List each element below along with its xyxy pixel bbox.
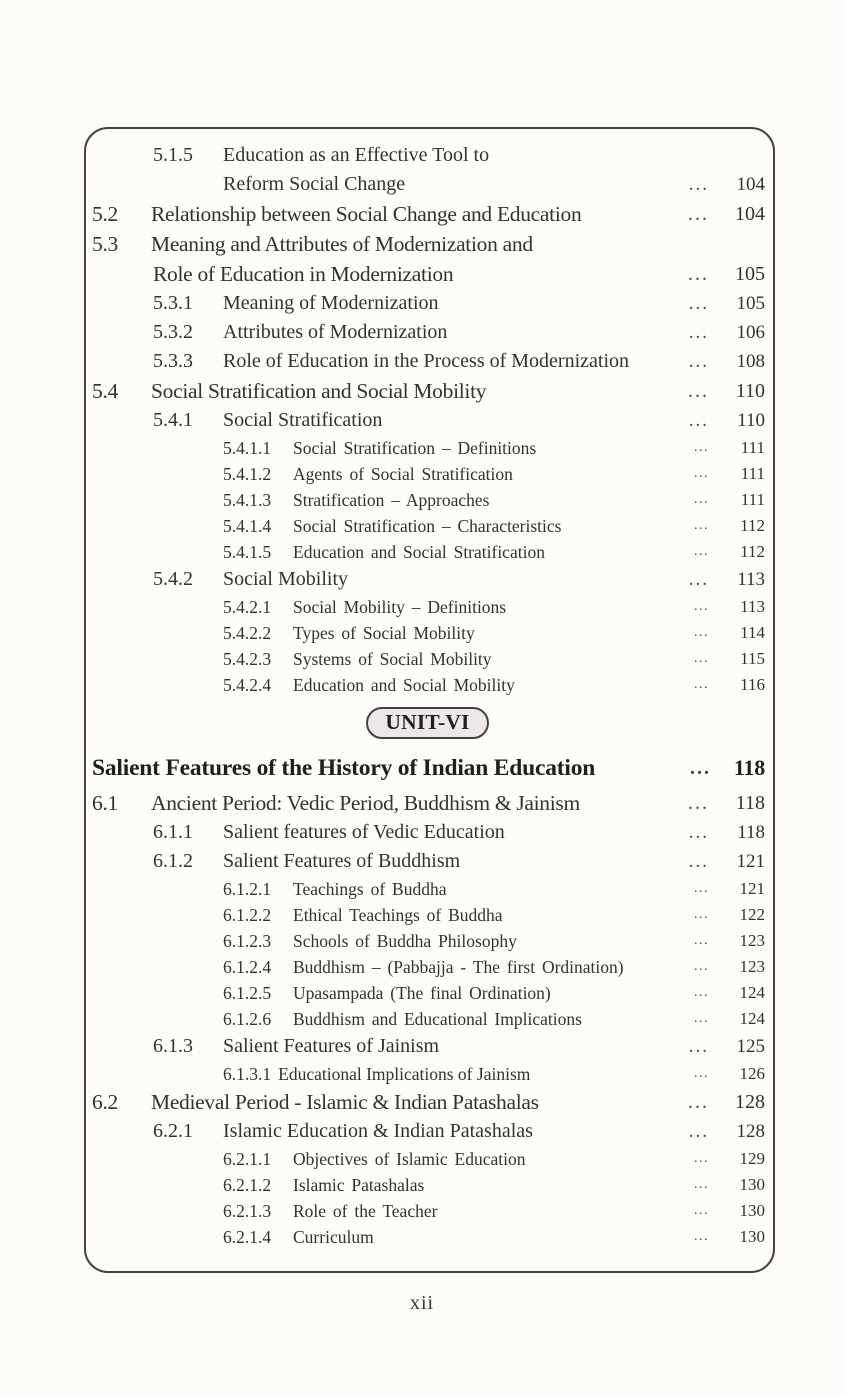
leader-dots: ... [688, 409, 709, 431]
leader-dots: ... [694, 1177, 709, 1192]
leader-dots: ... [688, 379, 709, 402]
entry-title: Upasampada (The final Ordination) [293, 982, 551, 1003]
toc-row [90, 876, 765, 902]
entry-title: Education as an Effective Tool to [223, 144, 490, 166]
leader-dots: ... [694, 933, 709, 948]
toc-row [90, 259, 765, 289]
entry-title: Salient Features of Jainism [223, 1035, 440, 1057]
page-number: 118 [737, 821, 765, 843]
entry-number: 5.4.2 [153, 568, 193, 590]
entry-title: Stratification – Approaches [293, 489, 490, 510]
toc-row [90, 318, 765, 347]
entry-number: 6.1 [92, 790, 118, 815]
leader-dots: ... [694, 1066, 709, 1081]
toc-row [90, 1146, 765, 1172]
page-number: 111 [740, 464, 765, 483]
toc-row [90, 902, 765, 928]
entry-number: 6.1.2 [153, 850, 193, 872]
entry-title: Teachings of Buddha [293, 878, 447, 899]
entry-title: Role of Education in Modernization [153, 261, 454, 286]
entry-title: Medieval Period - Islamic & Indian Patashalas [151, 1089, 539, 1114]
leader-dots: ... [688, 262, 709, 285]
page-number: 118 [733, 755, 765, 780]
entry-title: Objectives of Islamic Education [293, 1148, 526, 1169]
entry-number: 5.4.1.5 [223, 541, 272, 562]
page-number: 130 [739, 1227, 765, 1246]
page-number: 118 [735, 791, 765, 814]
leader-dots: ... [694, 518, 709, 533]
page-number: 129 [739, 1149, 765, 1168]
page-number: 121 [739, 879, 765, 898]
entry-number: 6.2.1.2 [223, 1174, 272, 1195]
page-number: 123 [739, 931, 765, 950]
entry-title: Social Stratification – Characteristics [293, 515, 562, 536]
entry-number: 5.1.5 [153, 144, 193, 166]
entry-title: Ethical Teachings of Buddha [293, 904, 503, 925]
page-number: 128 [736, 1120, 765, 1142]
entry-title: Meaning of Modernization [223, 292, 439, 314]
entry-number: 6.1.1 [153, 821, 193, 843]
entry-number: 5.4.1.3 [223, 489, 272, 510]
entry-title: Education and Social Stratification [293, 541, 545, 562]
leader-dots: ... [694, 599, 709, 614]
page-number: 115 [740, 649, 765, 668]
page-number: 130 [739, 1201, 765, 1220]
entry-number: 6.1.2.4 [223, 956, 272, 977]
leader-dots: ... [694, 544, 709, 559]
entry-number: 5.4.1.4 [223, 515, 272, 536]
toc-row [90, 1087, 765, 1117]
entry-number: 6.1.2.2 [223, 904, 272, 925]
toc-row [90, 672, 765, 698]
entry-title: Ancient Period: Vedic Period, Buddhism & Jainism [151, 790, 580, 815]
page-number: 112 [740, 542, 765, 561]
toc-row [90, 1006, 765, 1032]
entry-title: Types of Social Mobility [293, 622, 475, 643]
leader-dots: ... [688, 1035, 709, 1057]
page-number: 123 [739, 957, 765, 976]
toc-row [90, 928, 765, 954]
toc-row [90, 980, 765, 1006]
entry-number: 6.2 [92, 1089, 118, 1114]
page-number: 112 [740, 516, 765, 535]
page-number: 110 [735, 379, 765, 402]
toc-row [90, 847, 765, 876]
toc-row [90, 289, 765, 318]
page-number: 128 [735, 1090, 765, 1113]
page-number: 110 [737, 409, 765, 431]
page-number: 116 [740, 675, 765, 694]
leader-dots: ... [688, 173, 709, 195]
page-number: 108 [736, 350, 765, 372]
toc-row [90, 513, 765, 539]
leader-dots: ... [688, 350, 709, 372]
page-number: 113 [737, 568, 765, 590]
toc-row [90, 1117, 765, 1146]
entry-title: Salient Features of the History of Indian Education [92, 754, 596, 781]
chapter-heading-row [90, 748, 765, 788]
page-number: 111 [740, 438, 765, 457]
entry-number: 5.3.2 [153, 321, 193, 343]
entry-number: 6.2.1.4 [223, 1226, 272, 1247]
leader-dots: ... [688, 321, 709, 343]
toc-row [90, 565, 765, 594]
page-number: 122 [739, 905, 765, 924]
page-number: 130 [739, 1175, 765, 1194]
leader-dots: ... [688, 568, 709, 590]
page-number: 124 [739, 983, 765, 1002]
page-number: 106 [736, 321, 765, 343]
entry-title: Social Stratification – Definitions [293, 437, 537, 458]
toc-row [90, 620, 765, 646]
entry-number: 6.2.1 [153, 1120, 193, 1142]
entry-number: 6.1.3.1 [223, 1063, 272, 1084]
leader-dots: ... [688, 1120, 709, 1142]
page-number-footer: xii [409, 1292, 435, 1314]
leader-dots: ... [694, 959, 709, 974]
entry-title: Buddhism – (Pabbajja - The first Ordination) [293, 956, 624, 977]
toc-row [90, 788, 765, 818]
page-number: 124 [739, 1009, 765, 1028]
page-number: 105 [736, 292, 765, 314]
toc-row [90, 1032, 765, 1061]
entry-title: Relationship between Social Change and Education [151, 201, 582, 226]
leader-dots: ... [694, 1151, 709, 1166]
toc-row [90, 199, 765, 229]
toc-row [90, 229, 765, 259]
leader-dots: ... [690, 756, 711, 779]
entry-number: 5.2 [92, 201, 118, 226]
entry-title: Islamic Education & Indian Patashalas [223, 1120, 533, 1142]
entry-number: 5.4.1 [153, 409, 193, 431]
entry-title: Meaning and Attributes of Modernization and [151, 231, 533, 256]
entry-title: Systems of Social Mobility [293, 648, 492, 669]
page-number: 113 [740, 597, 765, 616]
entry-number: 5.4.1.1 [223, 437, 272, 458]
toc-row [90, 539, 765, 565]
entry-number: 5.4.2.2 [223, 622, 272, 643]
toc-row [90, 594, 765, 620]
leader-dots: ... [694, 651, 709, 666]
leader-dots: ... [688, 1090, 709, 1113]
toc-row [90, 376, 765, 406]
page-number: 121 [736, 850, 765, 872]
entry-number: 6.1.2.1 [223, 878, 272, 899]
leader-dots: ... [688, 821, 709, 843]
leader-dots: ... [694, 440, 709, 455]
page-number: 111 [740, 490, 765, 509]
entry-title: Education and Social Mobility [293, 674, 515, 695]
leader-dots: ... [688, 850, 709, 872]
toc-row [90, 818, 765, 847]
entry-title: Buddhism and Educational Implications [293, 1008, 582, 1029]
page-number: 126 [739, 1064, 765, 1083]
entry-number: 5.4.1.2 [223, 463, 272, 484]
toc-row [90, 1061, 765, 1087]
entry-number: 6.1.2.6 [223, 1008, 272, 1029]
leader-dots: ... [694, 1203, 709, 1218]
toc-row [90, 1224, 765, 1250]
entry-title: Agents of Social Stratification [293, 463, 513, 484]
leader-dots: ... [694, 625, 709, 640]
toc-row [90, 1172, 765, 1198]
entry-number: 5.3 [92, 231, 118, 256]
entry-title: Attributes of Modernization [223, 321, 448, 343]
page-number: 114 [740, 623, 765, 642]
page-number: 104 [735, 202, 765, 225]
leader-dots: ... [694, 466, 709, 481]
toc-row [90, 487, 765, 513]
leader-dots: ... [688, 791, 709, 814]
entry-title: Social Mobility [223, 568, 348, 590]
toc-row [90, 406, 765, 435]
entry-number: 5.4.2.4 [223, 674, 272, 695]
leader-dots: ... [694, 1011, 709, 1026]
toc-row [90, 1198, 765, 1224]
entry-title: Curriculum [293, 1226, 374, 1247]
leader-dots: ... [694, 881, 709, 896]
entry-title: Reform Social Change [223, 173, 406, 195]
leader-dots: ... [694, 985, 709, 1000]
entry-title: Islamic Patashalas [293, 1174, 425, 1195]
toc-entries [90, 141, 765, 1250]
entry-number: 5.3.1 [153, 292, 193, 314]
leader-dots: ... [694, 492, 709, 507]
entry-title: Role of the Teacher [293, 1200, 438, 1221]
unit-divider-row [90, 698, 765, 748]
entry-number: 6.1.3 [153, 1035, 193, 1057]
entry-number: 5.4.2.1 [223, 596, 272, 617]
page-number: 105 [735, 262, 765, 285]
entry-number: 6.1.2.5 [223, 982, 272, 1003]
toc-box [84, 127, 775, 1273]
entry-title: Social Stratification [223, 409, 383, 431]
unit-badge: UNIT-VI [366, 707, 488, 739]
entry-title: Schools of Buddha Philosophy [293, 930, 517, 951]
leader-dots: ... [694, 677, 709, 692]
entry-title: Role of Education in the Process of Modernization [223, 350, 630, 372]
toc-row [90, 435, 765, 461]
page-number: 104 [736, 173, 765, 195]
entry-title: Social Stratification and Social Mobility [151, 378, 487, 403]
leader-dots: ... [694, 1229, 709, 1244]
entry-number: 6.1.2.3 [223, 930, 272, 951]
toc-row [90, 954, 765, 980]
entry-title: Social Mobility – Definitions [293, 596, 507, 617]
leader-dots: ... [688, 202, 709, 225]
page-number: 125 [736, 1035, 765, 1057]
leader-dots: ... [688, 292, 709, 314]
entry-number: 5.4 [92, 378, 118, 403]
toc-row [90, 141, 765, 170]
toc-row [90, 461, 765, 487]
entry-number: 6.2.1.3 [223, 1200, 272, 1221]
leader-dots: ... [694, 907, 709, 922]
entry-number: 6.2.1.1 [223, 1148, 272, 1169]
toc-row [90, 646, 765, 672]
entry-number: 5.4.2.3 [223, 648, 272, 669]
toc-row [90, 170, 765, 199]
entry-title: Educational Implications of Jainism [278, 1063, 531, 1084]
entry-title: Salient features of Vedic Education [223, 821, 505, 843]
entry-number: 5.3.3 [153, 350, 193, 372]
entry-title: Salient Features of Buddhism [223, 850, 461, 872]
toc-row [90, 347, 765, 376]
